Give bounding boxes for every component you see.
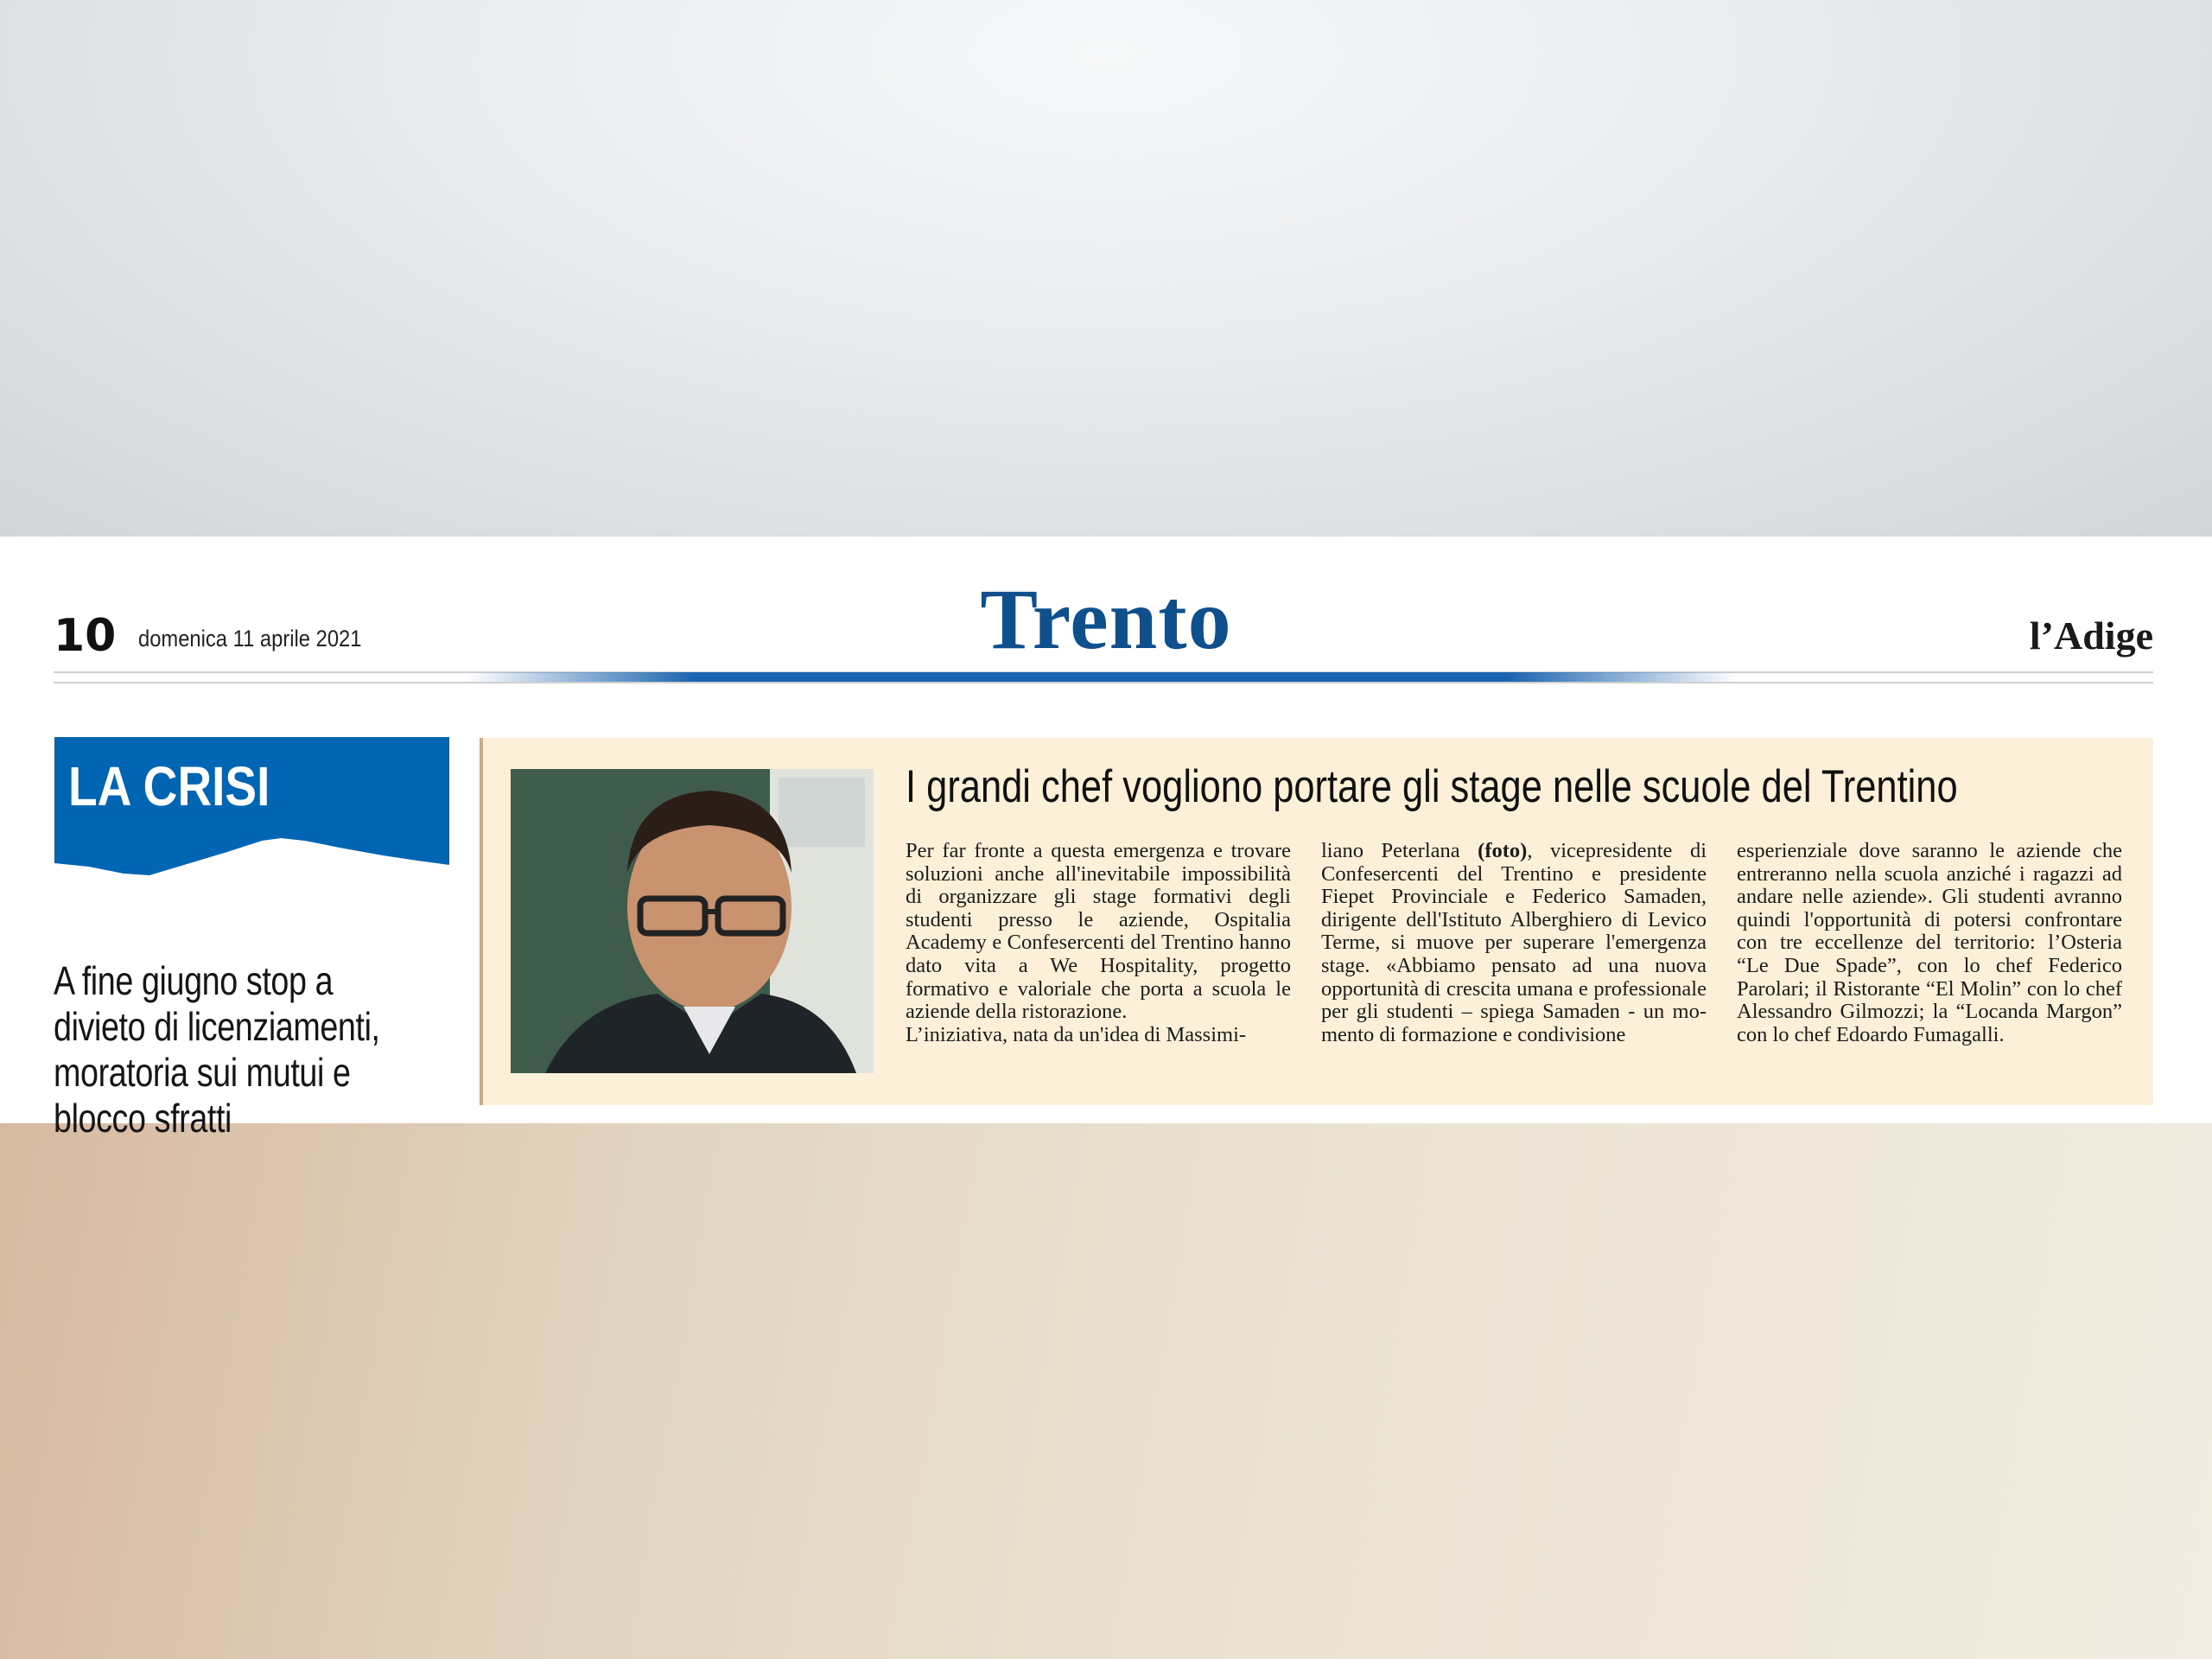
header-rule — [54, 682, 2153, 683]
paragraph: L’iniziativa, nata da un'idea di Massimi- — [906, 1022, 1247, 1046]
kicker-label: LA CRISI — [68, 755, 270, 817]
article-column-3 — [1737, 840, 2122, 1046]
page-number: 10 — [54, 610, 117, 662]
portrait-image — [511, 769, 874, 1073]
section-title: Trento — [980, 571, 1232, 667]
text-span: liano Peterlana — [1321, 839, 1478, 862]
text-span: , vicepresidente di Confesercenti del Trentino e presidente Fiepet Provinciale e Federico Samaden, dirigente dell'Istituto Alberghiero di Levico Terme, si muove per superare l'emergenza stage. «Abbiamo pensato ad una nuova opportunità di crescita umana e professionale per gli studenti – spiega Samaden - un momento di formazione e condivisione — [1321, 839, 1707, 1046]
article-column-2 — [1321, 840, 1707, 1046]
background-bottom — [0, 1123, 2212, 1659]
paragraph — [1321, 840, 1707, 1046]
sidebar-headline[interactable]: A fine giugno stop a divieto di licenziamenti, moratoria sui mutui e blocco sfratti — [54, 958, 380, 1141]
paragraph: Per far fronte a questa emergenza e trovare soluzioni anche all'inevitabile impossibilità di organizzare gli stage formativi degli studenti presso le aziende, Ospitalia Academy e Confesercenti del Trentino hanno dato vita a We Hospitality, progetto formativo e valoriale che porta a scuola le aziende della ristorazione. — [906, 839, 1291, 1024]
page-date: domenica 11 aprile 2021 — [138, 626, 362, 652]
article-column-1 — [906, 840, 1291, 1046]
photo-reference: (foto) — [1478, 839, 1528, 862]
article-headline[interactable]: I grandi chef vogliono portare gli stage nelle scuole del Trentino — [906, 761, 1958, 812]
paragraph: esperienziale dove saranno le aziende che entreranno nella scuola anziché i ragazzi ad andare nelle aziende». Gli studenti avranno quindi l'opportunità di potersi confrontare con tre eccellenze del territorio: l’Osteria “Le Due Spade”, con lo chef Federico Parolari; il Ristorante “El Molin” con lo chef Alessandro Gilmozzi; la “Locanda Margon” con lo chef Edoardo Fumagalli. — [1737, 839, 2122, 1046]
newspaper-page — [0, 537, 2212, 1141]
article-box — [480, 738, 2153, 1105]
portrait-photo — [511, 769, 874, 1073]
background-top — [0, 0, 2212, 537]
kicker-box — [54, 737, 449, 875]
newspaper-logo: l’Adige — [2029, 613, 2153, 658]
